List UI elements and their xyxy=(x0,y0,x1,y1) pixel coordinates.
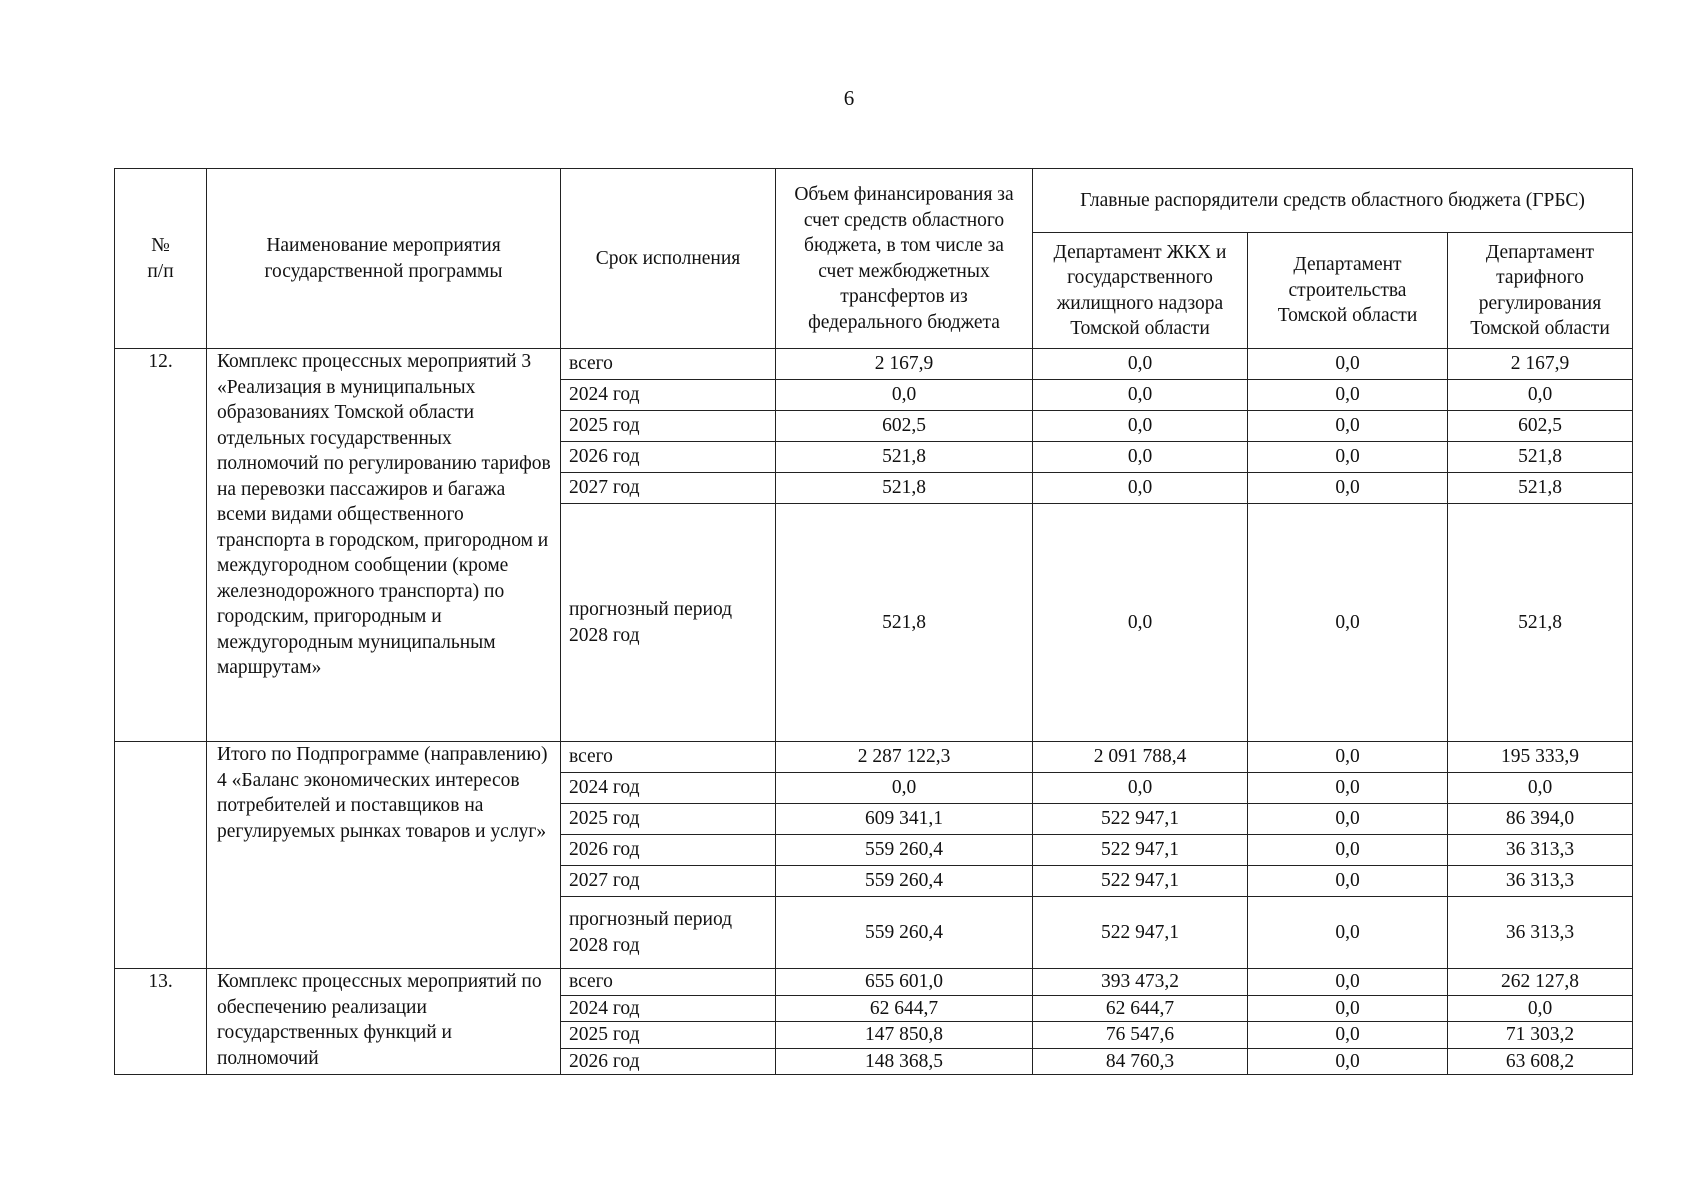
dept-construction-cell: 0,0 xyxy=(1248,804,1448,835)
dept-tariff-cell: 521,8 xyxy=(1448,442,1633,473)
period-cell: 2024 год xyxy=(561,995,776,1022)
total-cell: 559 260,4 xyxy=(776,835,1033,866)
total-cell: 2 287 122,3 xyxy=(776,742,1033,773)
dept-tariff-cell: 86 394,0 xyxy=(1448,804,1633,835)
period-cell: прогнозный период 2028 год xyxy=(561,504,776,742)
dept-tariff-cell: 195 333,9 xyxy=(1448,742,1633,773)
period-cell: 2027 год xyxy=(561,473,776,504)
dept-construction-cell: 0,0 xyxy=(1248,349,1448,380)
row-index xyxy=(115,742,207,969)
dept-construction-cell: 0,0 xyxy=(1248,442,1448,473)
total-cell: 602,5 xyxy=(776,411,1033,442)
dept-construction-cell: 0,0 xyxy=(1248,866,1448,897)
dept-zhkh-cell: 2 091 788,4 xyxy=(1033,742,1248,773)
total-cell: 521,8 xyxy=(776,473,1033,504)
dept-construction-cell: 0,0 xyxy=(1248,897,1448,969)
dept-zhkh-cell: 522 947,1 xyxy=(1033,835,1248,866)
header-num: № п/п xyxy=(115,169,207,349)
period-cell: 2025 год xyxy=(561,1022,776,1049)
total-cell: 559 260,4 xyxy=(776,866,1033,897)
dept-tariff-cell: 36 313,3 xyxy=(1448,866,1633,897)
period-cell: 2024 год xyxy=(561,773,776,804)
period-cell: 2024 год xyxy=(561,380,776,411)
dept-construction-cell: 0,0 xyxy=(1248,1022,1448,1049)
dept-tariff-cell: 71 303,2 xyxy=(1448,1022,1633,1049)
dept-zhkh-cell: 393 473,2 xyxy=(1033,969,1248,996)
dept-zhkh-cell: 0,0 xyxy=(1033,504,1248,742)
total-cell: 2 167,9 xyxy=(776,349,1033,380)
period-cell: прогнозный период 2028 год xyxy=(561,897,776,969)
dept-zhkh-cell: 0,0 xyxy=(1033,380,1248,411)
total-cell: 609 341,1 xyxy=(776,804,1033,835)
period-cell: 2025 год xyxy=(561,411,776,442)
dept-tariff-cell: 0,0 xyxy=(1448,995,1633,1022)
total-cell: 147 850,8 xyxy=(776,1022,1033,1049)
dept-tariff-cell: 521,8 xyxy=(1448,504,1633,742)
row-index: 13. xyxy=(115,969,207,1075)
period-cell: 2027 год xyxy=(561,866,776,897)
header-dept-zhkh: Департамент ЖКХ и государственного жилищного надзора Томской области xyxy=(1033,233,1248,349)
dept-construction-cell: 0,0 xyxy=(1248,969,1448,996)
dept-tariff-cell: 521,8 xyxy=(1448,473,1633,504)
dept-zhkh-cell: 0,0 xyxy=(1033,773,1248,804)
dept-construction-cell: 0,0 xyxy=(1248,995,1448,1022)
table-row xyxy=(115,969,1633,996)
period-cell: 2026 год xyxy=(561,835,776,866)
dept-zhkh-cell: 84 760,3 xyxy=(1033,1048,1248,1075)
dept-zhkh-cell: 522 947,1 xyxy=(1033,866,1248,897)
table-row xyxy=(115,349,1633,380)
dept-zhkh-cell: 0,0 xyxy=(1033,442,1248,473)
dept-tariff-cell: 0,0 xyxy=(1448,380,1633,411)
row-index: 12. xyxy=(115,349,207,742)
dept-construction-cell: 0,0 xyxy=(1248,380,1448,411)
dept-tariff-cell: 36 313,3 xyxy=(1448,835,1633,866)
header-volume: Объем финансирования за счет средств областного бюджета, в том числе за счет межбюджетных трансфертов из федерального бюджета xyxy=(776,169,1033,349)
dept-zhkh-cell: 0,0 xyxy=(1033,473,1248,504)
dept-construction-cell: 0,0 xyxy=(1248,411,1448,442)
total-cell: 655 601,0 xyxy=(776,969,1033,996)
dept-zhkh-cell: 522 947,1 xyxy=(1033,897,1248,969)
period-cell: 2025 год xyxy=(561,804,776,835)
header-dept-construction: Департамент строительства Томской области xyxy=(1248,233,1448,349)
header-name: Наименование мероприятия государственной программы xyxy=(207,169,561,349)
total-cell: 0,0 xyxy=(776,380,1033,411)
activity-name: Итого по Подпрограмме (направлению) 4 «Баланс экономических интересов потребителей и поставщиков на регулируемых рынках товаров и услуг» xyxy=(207,742,561,969)
period-cell: 2026 год xyxy=(561,1048,776,1075)
dept-construction-cell: 0,0 xyxy=(1248,773,1448,804)
activity-name: Комплекс процессных мероприятий 3 «Реализация в муниципальных образованиях Томской области отдельных государственных полномочий по регулированию тарифов на перевозки пассажиров и багажа всеми видами общественного транспорта в городском, пригородном и междугородном сообщении (кроме железнодорожного транспорта) по городским, пригородным и междугородным муниципальным маршрутам» xyxy=(207,349,561,742)
period-cell: всего xyxy=(561,349,776,380)
dept-zhkh-cell: 0,0 xyxy=(1033,411,1248,442)
dept-tariff-cell: 63 608,2 xyxy=(1448,1048,1633,1075)
dept-construction-cell: 0,0 xyxy=(1248,835,1448,866)
dept-tariff-cell: 2 167,9 xyxy=(1448,349,1633,380)
total-cell: 148 368,5 xyxy=(776,1048,1033,1075)
dept-construction-cell: 0,0 xyxy=(1248,742,1448,773)
table-body xyxy=(115,349,1633,1075)
dept-zhkh-cell: 76 547,6 xyxy=(1033,1022,1248,1049)
table-header xyxy=(115,169,1633,349)
table-row xyxy=(115,742,1633,773)
header-term: Срок исполнения xyxy=(561,169,776,349)
dept-tariff-cell: 602,5 xyxy=(1448,411,1633,442)
period-cell: всего xyxy=(561,969,776,996)
period-cell: всего xyxy=(561,742,776,773)
total-cell: 521,8 xyxy=(776,504,1033,742)
total-cell: 0,0 xyxy=(776,773,1033,804)
dept-construction-cell: 0,0 xyxy=(1248,1048,1448,1075)
total-cell: 62 644,7 xyxy=(776,995,1033,1022)
header-grbs: Главные распорядители средств областного бюджета (ГРБС) xyxy=(1033,169,1633,233)
dept-construction-cell: 0,0 xyxy=(1248,473,1448,504)
period-cell: 2026 год xyxy=(561,442,776,473)
total-cell: 559 260,4 xyxy=(776,897,1033,969)
header-dept-tariff: Департамент тарифного регулирования Томской области xyxy=(1448,233,1633,349)
dept-tariff-cell: 262 127,8 xyxy=(1448,969,1633,996)
dept-zhkh-cell: 522 947,1 xyxy=(1033,804,1248,835)
budget-table xyxy=(114,168,1633,1075)
dept-zhkh-cell: 0,0 xyxy=(1033,349,1248,380)
page-number: 6 xyxy=(843,86,855,110)
total-cell: 521,8 xyxy=(776,442,1033,473)
dept-tariff-cell: 36 313,3 xyxy=(1448,897,1633,969)
dept-zhkh-cell: 62 644,7 xyxy=(1033,995,1248,1022)
activity-name: Комплекс процессных мероприятий по обеспечению реализации государственных функций и полномочий xyxy=(207,969,561,1075)
dept-tariff-cell: 0,0 xyxy=(1448,773,1633,804)
dept-construction-cell: 0,0 xyxy=(1248,504,1448,742)
